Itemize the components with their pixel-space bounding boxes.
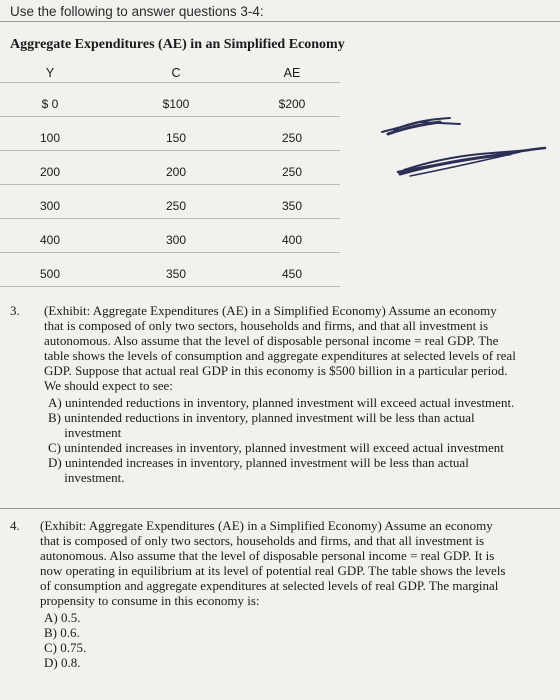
cell-ae: $200 (278, 97, 306, 111)
table-rule (0, 82, 340, 83)
answer-option-b[interactable]: B) unintended reductions in inventory, planned investment will be less than actual (48, 410, 475, 425)
header-c: C (171, 66, 181, 80)
cell-c: 200 (165, 165, 187, 179)
cell-y: $ 0 (41, 97, 59, 111)
table-rule (0, 150, 340, 151)
question-text-line: now operating in equilibrium at its level of potential real GDP. The table shows the levels (40, 563, 506, 578)
answer-option-d[interactable]: D) 0.8. (44, 655, 81, 670)
question-divider (0, 508, 560, 509)
cell-c: 350 (165, 267, 187, 281)
cell-ae: 350 (281, 199, 303, 213)
question-text-line: autonomous. Also assume that the level of disposable personal income = real GDP. It is (40, 548, 495, 563)
cell-y: 200 (39, 165, 61, 179)
cell-c: 300 (165, 233, 187, 247)
cell-y: 300 (39, 199, 61, 213)
question-text-line: that is composed of only two sectors, households and firms, and that all investment is (44, 318, 489, 333)
cell-ae: 250 (281, 131, 303, 145)
question-text-line: We should expect to see: (44, 378, 173, 393)
cell-y: 100 (39, 131, 61, 145)
table-rule (0, 184, 340, 185)
header-y: Y (45, 66, 55, 80)
table-rule (0, 116, 340, 117)
answer-option-b[interactable]: B) 0.6. (44, 625, 80, 640)
top-divider (0, 21, 560, 22)
answer-option-c[interactable]: C) 0.75. (44, 640, 87, 655)
cell-ae: 250 (281, 165, 303, 179)
question-text-line: (Exhibit: Aggregate Expenditures (AE) in a Simplified Economy) Assume an economy (40, 518, 493, 533)
header-ae: AE (283, 66, 301, 80)
cell-c: 250 (165, 199, 187, 213)
question-text-line: autonomous. Also assume that the level of disposable personal income = real GDP. The (44, 333, 499, 348)
question-text-line: of consumption and aggregate expenditures at selected levels of real GDP. The marginal (40, 578, 499, 593)
cell-ae: 400 (281, 233, 303, 247)
table-rule (0, 286, 340, 287)
cell-y: 500 (39, 267, 61, 281)
question-number: 3. (10, 303, 20, 318)
answer-option-b-cont: investment (48, 425, 122, 440)
answer-option-d[interactable]: D) unintended increases in inventory, planned investment will be less than actual (48, 455, 469, 470)
question-text-line: GDP. Suppose that actual real GDP in this economy is $500 billion in a particular period. (44, 363, 508, 378)
cell-c: 150 (165, 131, 187, 145)
question-text-line: propensity to consume in this economy is: (40, 593, 260, 608)
answer-option-d-cont: investment. (48, 470, 125, 485)
table-title: Aggregate Expenditures (AE) in an Simplified Economy (10, 37, 345, 52)
answer-option-a[interactable]: A) unintended reductions in inventory, planned investment will exceed actual investment. (48, 395, 515, 410)
cell-y: 400 (39, 233, 61, 247)
table-rule (0, 252, 340, 253)
question-number: 4. (10, 518, 20, 533)
answer-option-a[interactable]: A) 0.5. (44, 610, 81, 625)
cell-c: $100 (162, 97, 190, 111)
ink-scribble (380, 112, 550, 192)
question-text-line: table shows the levels of consumption and aggregate expenditures at selected levels of real (44, 348, 516, 363)
table-rule (0, 218, 340, 219)
cell-ae: 450 (281, 267, 303, 281)
intro-text: Use the following to answer questions 3-4: (10, 4, 264, 19)
question-text-line: (Exhibit: Aggregate Expenditures (AE) in a Simplified Economy) Assume an economy (44, 303, 497, 318)
answer-option-c[interactable]: C) unintended increases in inventory, planned investment will exceed actual investment (48, 440, 504, 455)
question-text-line: that is composed of only two sectors, households and firms, and that all investment is (40, 533, 485, 548)
